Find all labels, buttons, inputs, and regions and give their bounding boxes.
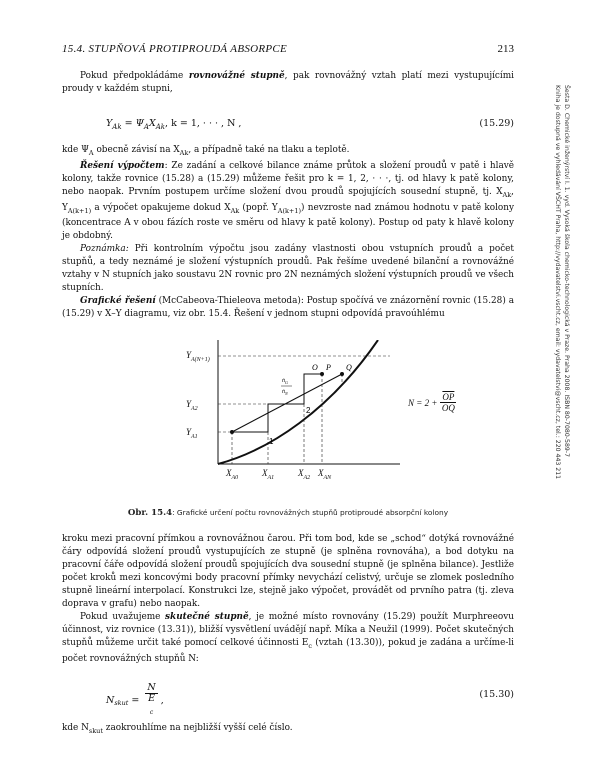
equation-15-29-body: $Y_{Ak} = \Psi_AX_{Ak}$, k = 1, · · · , N , [106, 118, 242, 131]
guide-lines [218, 356, 390, 464]
equation-15-30-body: N $_{skut}$ = N E $_c$ , [106, 682, 164, 716]
paragraph-4: Poznámka: Při kontrolním výpočtu jsou zadány vlastnosti obou vstupních proudů a počet stupňů, a tedy neznámé je složení výstupních proudů. Pak řešíme uvedené bilanční a rovnovážné vztahy v N stupních jako soustavu 2N rovnic pro 2N neznámých složení výstupních proudů ve všech stupních. [62, 244, 514, 294]
svg-text:ṅ: ṅ [282, 378, 285, 384]
paragraph-5: Grafické řešení (McCabeova-Thieleova metoda): Postup spočívá ve znázornění rovnic (15.28) a (15.29) v X–Y diagramu, viz obr. 15.4. Řešení v jednom stupni odpovídá pravoúhlému [62, 296, 514, 320]
svg-text:G: G [285, 380, 288, 385]
stage-2-label: 2 [306, 406, 311, 415]
paragraph-8: kde $N_{skut}$ zaokrouhlíme na nejbližší vyšší celé číslo. [62, 723, 293, 735]
paragraph-3: Řešení výpočtem: Ze zadání a celkové bilance známe průtok a složení proudů v patě i hlavě kolony, takže rovnice (15.28) a (15.29) můžeme řešit pro k = 1, 2, · · ·, tj. od hlavy k patě kolony, nebo naopak. Prvním postupem určíme složení dvou proudů spojujících sousední stupně, tj. $X_{Ak}$, $Y_{A(k+1)}$ a výpočet opakujeme dokud $X_{Ak}$ (popř. $Y_{A(k+1)}$) nevzroste nad známou hodnotu v patě kolony (koncentrace A v obou fázích roste ve směru od hlavy k patě kolony). Postup od paty k hlavě kolony je obdobný. [62, 160, 515, 242]
side-credit-line-2: Kniha je dostupná ve vyhledávání VŠCHT Praha, http://vydavatelstvi.vscht.cz, email: vydavatelstvi@vscht.cz, tel.: 220 443 211 [554, 85, 561, 480]
stage-count-formula [408, 392, 459, 413]
side-credit [553, 85, 571, 479]
label-q: Q [346, 363, 352, 372]
side-credit-line-1: Šesta D. Chemické inženýrství I. 1. vyd. Vysoká škola chemicko-technologická v Praze. Praha 2008. ISBN 80-7080-589-7 [563, 85, 570, 457]
stage-steps [232, 374, 322, 432]
equation-number: (15.29) [479, 118, 514, 129]
running-header-section: 15.4. STUPŇOVÁ PROTIPROUDÁ ABSORPCE [62, 43, 288, 55]
x-label-a2: $X_{A2}$ [298, 468, 311, 481]
equation-number-2: (15.30) [479, 689, 514, 700]
paragraph-block-3 [62, 533, 514, 666]
svg-text:N: N [285, 391, 288, 396]
y-label-a2: $Y_{A2}$ [186, 399, 198, 412]
equilibrium-curve [218, 340, 378, 464]
page-number: 213 [497, 43, 514, 55]
paragraph-2: kde $\Psi_A$ obecně závisí na $X_{Ak}$, a případně také na tlaku a teplotě. [62, 145, 350, 157]
paragraph-1: Pokud předpokládáme rovnovážné stupně, pak rovnovážný vztah platí mezi vystupujícími proudy v každém stupni, [62, 71, 514, 94]
formula-lhs: N = 2 + [408, 397, 438, 408]
paragraph-7: Pokud uvažujeme skutečné stupně, je možné místo rovnovány (15.29) použít Murphreeovu účinnost, viz rovnice (13.31)), bližší vysvětlení uvádějí např. Míka a Neužil (1999). Počet skutečných stupňů můžeme určit také pomocí celkové účinnosti $E_c$ (vztah (13.30)), pokud je zadána a určíme-li počet rovnovážných stupňů N: [62, 612, 514, 664]
x-label-an: $X_{AN}$ [318, 468, 332, 481]
stage-1-label: 1 [269, 437, 274, 446]
x-label-a1: $X_{A1}$ [262, 468, 275, 481]
slope-annotation [281, 378, 292, 396]
paragraph-block-2 [62, 144, 514, 321]
label-o: O [312, 363, 318, 372]
label-p: P [326, 363, 331, 372]
equation-15-29 [62, 118, 514, 134]
start-point [230, 430, 234, 434]
x-label-a0: $X_{A0}$ [226, 468, 239, 481]
y-label-a1: $Y_{A1}$ [186, 427, 198, 440]
equation-15-30 [62, 682, 514, 716]
y-label-n1: $Y_{A(N+1)}$ [186, 350, 210, 363]
point-o [320, 372, 324, 376]
paragraph-6: kroku mezi pracovní přímkou a rovnovážnou čarou. Při tom bod, kde se „schod“ dotýká rovnovážné čáry odpovídá složení proudů vystupujících ze stupně (je splněna rovnováha), a bod dotyku na pracovní čáře odpovídá složení proudů spojujících dva sousední stupně (je splněna bilance). Jestliže počet kroků mezi koncovými body pracovní přímky nevychází celistvý, určuje se zlomek posledního stupně lineární interpolací. Konstrukci lze, stejně jako výpočet, provádět od prvního patra (tj. zleva doprava v grafu) nebo naopak. [62, 534, 514, 609]
formula-fraction: $\frac{\overline{OP}}{OQ}$ [441, 392, 455, 413]
point-q [340, 372, 344, 376]
figure-caption: Obr. 15.4: Grafické určení počtu rovnovážných stupňů protiproudé absorpční kolony [127, 508, 449, 518]
svg-text:ṅ: ṅ [282, 389, 285, 395]
